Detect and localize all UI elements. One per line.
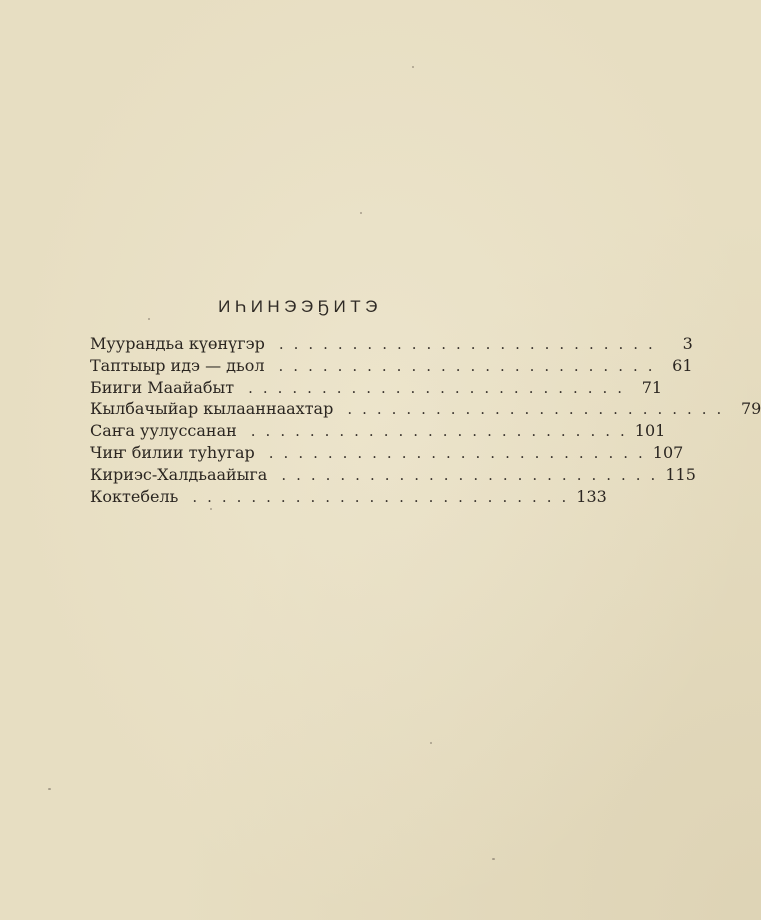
toc-entry-page: 3 — [682, 334, 693, 353]
toc-entry — [90, 420, 666, 442]
toc-heading: ИҺИНЭЭҔИТЭ — [218, 297, 382, 316]
paper-speck — [148, 318, 150, 320]
dot-leader: .......................... — [347, 400, 732, 419]
dot-leader: .......................... — [268, 443, 653, 462]
toc-entry-page: 101 — [634, 421, 666, 441]
toc-entry — [90, 442, 684, 464]
toc-entry — [90, 377, 663, 399]
toc-entry-page: 79 — [740, 399, 761, 419]
toc-entry — [90, 333, 693, 355]
toc-entry-title: Кылбачыйар кылааннаахтар — [90, 399, 334, 419]
toc-entry — [90, 486, 607, 508]
paper-speck — [210, 508, 212, 510]
toc-entry-title: Саҥа уулуссанан — [90, 421, 237, 441]
paper-speck — [430, 742, 432, 744]
toc-entry — [90, 398, 761, 420]
toc-entry-page: 107 — [652, 442, 684, 462]
paper-speck — [492, 858, 495, 860]
toc-entry-title: Таптыыр идэ — дьол — [90, 355, 265, 375]
dot-leader: .......................... — [248, 378, 633, 397]
toc-entry-title: Чиҥ билии туһугар — [90, 442, 255, 462]
toc-list — [90, 333, 761, 507]
toc-entry-page: 133 — [576, 486, 607, 506]
paper-speck — [412, 66, 414, 68]
toc-entry-title: Муурандьа күөнүгэр — [90, 334, 265, 353]
toc-entry-title: Коктебель — [90, 486, 179, 506]
toc-entry-page: 61 — [672, 355, 693, 375]
toc-entry-title: Бииги Маайабыт — [90, 377, 235, 397]
dot-leader: .......................... — [192, 487, 577, 506]
toc-entry — [90, 464, 696, 486]
paper-speck — [360, 212, 362, 214]
toc-entry-page: 71 — [641, 377, 663, 397]
dot-leader: .......................... — [278, 356, 663, 375]
dot-leader: .......................... — [281, 465, 666, 484]
toc-entry — [90, 355, 693, 377]
dot-leader: .......................... — [278, 335, 663, 353]
paper-speck — [48, 788, 51, 790]
dot-leader: .......................... — [250, 422, 635, 441]
toc-entry-page: 115 — [665, 464, 696, 484]
toc-entry-title: Кириэс-Халдьаайыга — [90, 464, 268, 484]
